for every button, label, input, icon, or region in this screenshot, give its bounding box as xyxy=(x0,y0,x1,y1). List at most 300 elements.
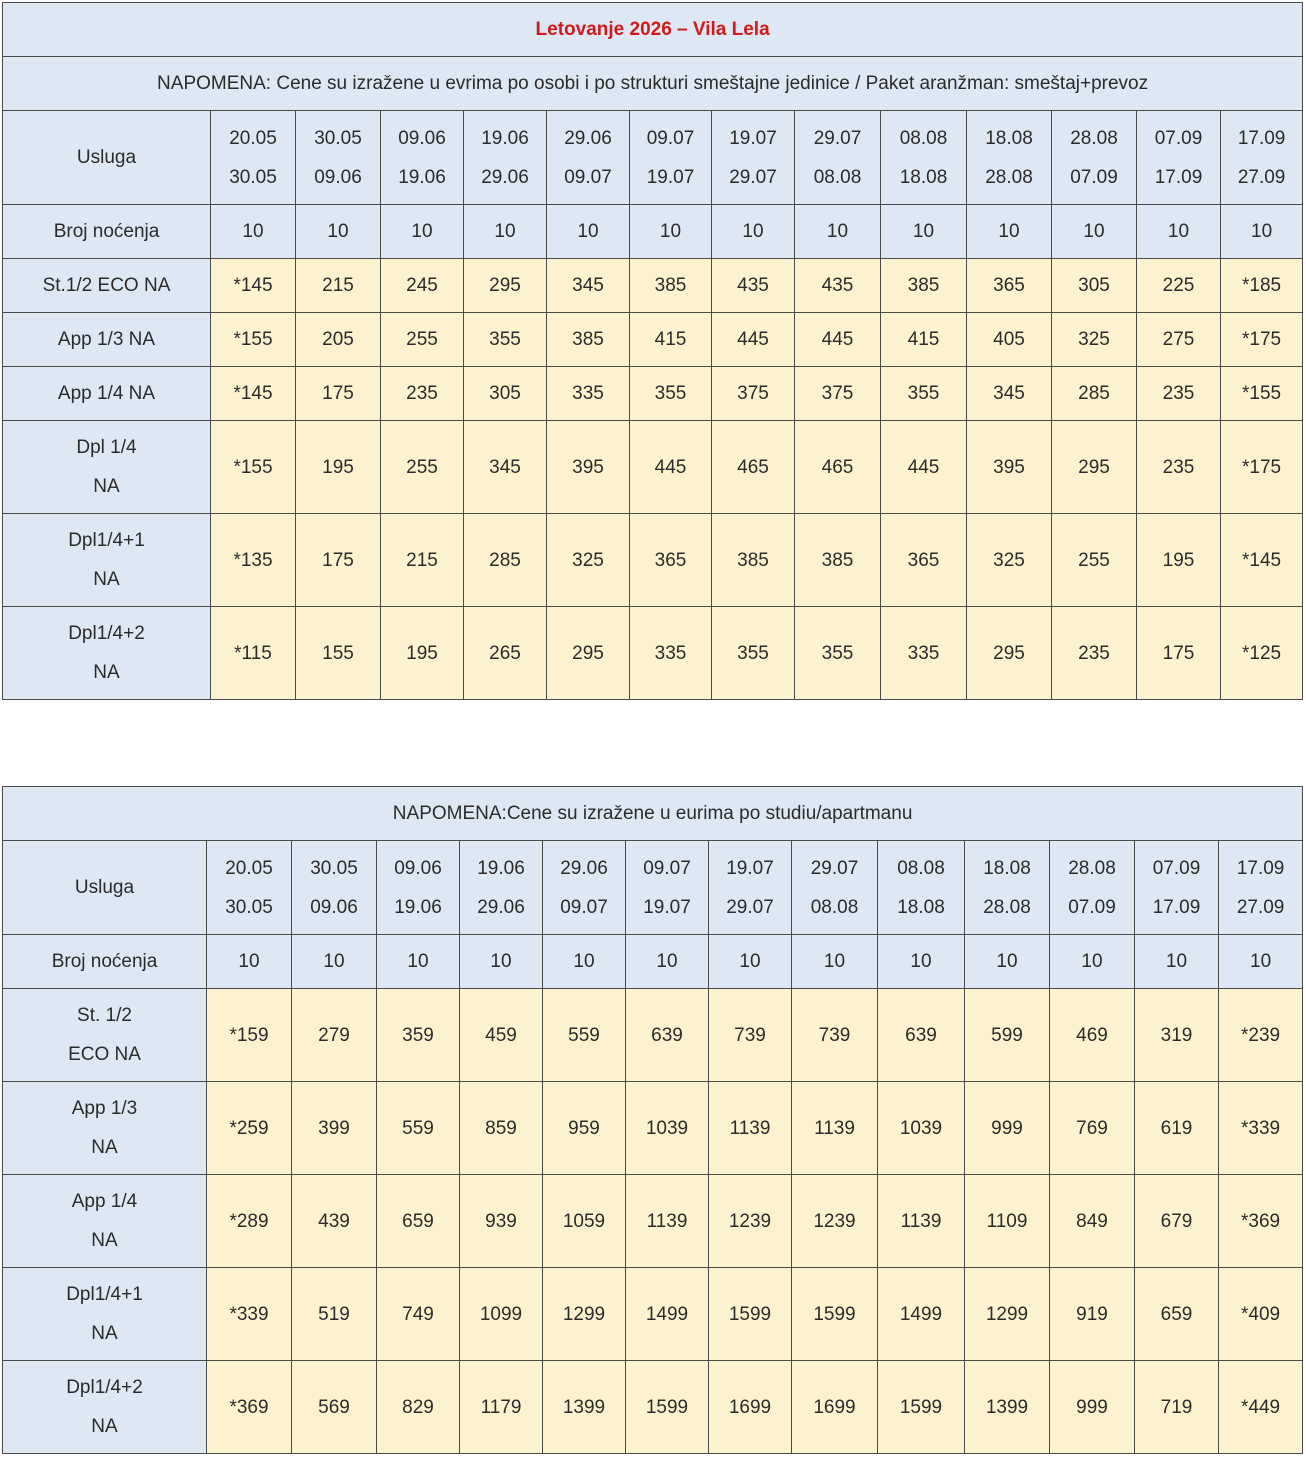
price-cell: 1599 xyxy=(792,1268,878,1361)
price-cell: 195 xyxy=(381,607,464,700)
period-from: 07.09 xyxy=(1154,127,1203,149)
price-cell: *145 xyxy=(211,367,296,421)
period-header xyxy=(878,841,965,935)
nights-value: 10 xyxy=(795,205,881,259)
table-row xyxy=(3,1361,1303,1454)
price-cell: *125 xyxy=(1221,607,1303,700)
nights-value: 10 xyxy=(211,205,296,259)
price-cell: 345 xyxy=(547,259,630,313)
period-from: 30.05 xyxy=(314,127,362,149)
room-type-label-line: NA xyxy=(93,662,120,683)
nights-value: 10 xyxy=(967,205,1052,259)
nights-value: 10 xyxy=(712,205,795,259)
period-from: 17.09 xyxy=(1237,127,1286,149)
period-from: 09.07 xyxy=(646,127,695,149)
price-cell: 255 xyxy=(381,313,464,367)
price-cell: 559 xyxy=(543,989,626,1082)
room-type-label xyxy=(3,607,211,700)
price-cell: 465 xyxy=(795,421,881,514)
price-cell: 1099 xyxy=(460,1268,543,1361)
nights-value: 10 xyxy=(547,205,630,259)
price-cell: 859 xyxy=(460,1082,543,1175)
period-header xyxy=(965,841,1050,935)
period-from: 30.05 xyxy=(310,857,358,879)
period-header xyxy=(1135,841,1219,935)
price-cell: 375 xyxy=(712,367,795,421)
table-row xyxy=(3,259,1303,313)
period-from: 29.06 xyxy=(560,857,608,879)
room-type-label-line: NA xyxy=(93,476,120,497)
period-from: 09.06 xyxy=(398,127,446,149)
room-type-label xyxy=(3,313,211,367)
price-cell: 215 xyxy=(381,514,464,607)
period-to: 19.07 xyxy=(646,166,695,188)
price-cell: 375 xyxy=(795,367,881,421)
price-cell: *135 xyxy=(211,514,296,607)
room-type-label-line: App 1/4 NA xyxy=(57,383,156,404)
price-cell: *259 xyxy=(207,1082,292,1175)
price-cell: 445 xyxy=(712,313,795,367)
price-cell: 325 xyxy=(1052,313,1137,367)
price-cell: 345 xyxy=(967,367,1052,421)
price-cell: 659 xyxy=(1135,1268,1219,1361)
price-cell: 445 xyxy=(795,313,881,367)
nights-value: 10 xyxy=(460,935,543,989)
price-cell: *155 xyxy=(211,313,296,367)
period-from: 20.05 xyxy=(225,857,273,879)
nights-row xyxy=(3,935,1303,989)
price-cell: *409 xyxy=(1219,1268,1303,1361)
period-from: 08.08 xyxy=(899,127,948,149)
period-to: 30.05 xyxy=(229,166,277,188)
price-cell: *115 xyxy=(211,607,296,700)
nights-label: Broj noćenja xyxy=(3,205,211,259)
period-to: 18.08 xyxy=(899,166,948,188)
period-to: 17.09 xyxy=(1152,896,1201,918)
price-cell: 459 xyxy=(460,989,543,1082)
price-cell: 345 xyxy=(464,421,547,514)
price-cell: 395 xyxy=(547,421,630,514)
price-cell: *369 xyxy=(207,1361,292,1454)
nights-value: 10 xyxy=(1135,935,1219,989)
price-cell: 1699 xyxy=(792,1361,878,1454)
price-cell: 659 xyxy=(377,1175,460,1268)
period-to: 19.06 xyxy=(398,166,446,188)
price-cell: 325 xyxy=(547,514,630,607)
price-cell: 1499 xyxy=(626,1268,709,1361)
price-cell: 295 xyxy=(464,259,547,313)
room-type-label-line: Dpl1/4+2 xyxy=(66,1377,143,1398)
table-row xyxy=(3,1082,1303,1175)
period-header xyxy=(211,111,296,205)
price-cell: 275 xyxy=(1137,313,1221,367)
period-header xyxy=(795,111,881,205)
room-type-label xyxy=(3,367,211,421)
price-cell: 295 xyxy=(1052,421,1137,514)
nights-value: 10 xyxy=(1050,935,1135,989)
nights-value: 10 xyxy=(626,935,709,989)
price-cell: 519 xyxy=(292,1268,377,1361)
period-header xyxy=(464,111,547,205)
price-cell: 439 xyxy=(292,1175,377,1268)
price-cell: *155 xyxy=(1221,367,1303,421)
price-cell: 385 xyxy=(795,514,881,607)
price-cell: 415 xyxy=(630,313,712,367)
period-header-row xyxy=(3,841,1303,935)
price-cell: 1139 xyxy=(626,1175,709,1268)
period-to: 19.06 xyxy=(394,896,442,918)
price-cell: 1399 xyxy=(965,1361,1050,1454)
table-note: NAPOMENA: Cene su izražene u evrima po osobi i po strukturi smeštajne jedinice / Paket aranžman: smeštaj+prevoz xyxy=(3,57,1303,111)
price-cell: 999 xyxy=(1050,1361,1135,1454)
table-note: NAPOMENA:Cene su izražene u eurima po studiu/apartmanu xyxy=(3,787,1303,841)
nights-label: Broj noćenja xyxy=(3,935,207,989)
period-header xyxy=(630,111,712,205)
period-to: 07.09 xyxy=(1070,166,1118,188)
price-cell: *449 xyxy=(1219,1361,1303,1454)
price-table-per-person xyxy=(2,2,1303,700)
service-header: Usluga xyxy=(3,111,211,205)
nights-value: 10 xyxy=(1137,205,1221,259)
price-cell: 399 xyxy=(292,1082,377,1175)
room-type-label xyxy=(3,989,207,1082)
period-from: 29.07 xyxy=(813,127,862,149)
price-table-per-unit xyxy=(2,786,1303,1454)
price-cell: *239 xyxy=(1219,989,1303,1082)
price-cell: 385 xyxy=(547,313,630,367)
price-cell: *175 xyxy=(1221,421,1303,514)
nights-value: 10 xyxy=(1052,205,1137,259)
price-cell: 1109 xyxy=(965,1175,1050,1268)
period-to: 27.09 xyxy=(1237,166,1286,188)
price-cell: *339 xyxy=(1219,1082,1303,1175)
price-cell: 749 xyxy=(377,1268,460,1361)
period-from: 28.08 xyxy=(1068,857,1116,879)
price-cell: 1239 xyxy=(792,1175,878,1268)
price-cell: 195 xyxy=(1137,514,1221,607)
room-type-label-line: App 1/3 xyxy=(71,1098,138,1119)
room-type-label-line: NA xyxy=(91,1230,118,1251)
price-cell: 405 xyxy=(967,313,1052,367)
period-header xyxy=(712,111,795,205)
period-to: 07.09 xyxy=(1068,896,1116,918)
room-type-label-line: App 1/3 NA xyxy=(57,329,156,350)
price-cell: 1299 xyxy=(543,1268,626,1361)
price-cell: 559 xyxy=(377,1082,460,1175)
period-header xyxy=(377,841,460,935)
nights-value: 10 xyxy=(543,935,626,989)
room-type-label-line: Dpl 1/4 xyxy=(76,437,137,458)
price-cell: 285 xyxy=(464,514,547,607)
period-header xyxy=(1137,111,1221,205)
price-cell: 285 xyxy=(1052,367,1137,421)
period-header xyxy=(543,841,626,935)
price-cell: 245 xyxy=(381,259,464,313)
price-cell: 335 xyxy=(630,607,712,700)
room-type-label-line: St.1/2 ECO NA xyxy=(42,275,171,296)
room-type-label-line: St. 1/2 xyxy=(77,1005,132,1026)
period-header xyxy=(967,111,1052,205)
period-header xyxy=(1050,841,1135,935)
room-type-label xyxy=(3,1268,207,1361)
price-cell: 355 xyxy=(712,607,795,700)
period-header xyxy=(1221,111,1303,205)
period-from: 07.09 xyxy=(1152,857,1201,879)
period-to: 27.09 xyxy=(1236,896,1285,918)
price-cell: 1039 xyxy=(878,1082,965,1175)
price-cell: 1599 xyxy=(878,1361,965,1454)
period-from: 29.07 xyxy=(810,857,859,879)
price-cell: 325 xyxy=(967,514,1052,607)
price-cell: 319 xyxy=(1135,989,1219,1082)
price-cell: 619 xyxy=(1135,1082,1219,1175)
price-cell: *185 xyxy=(1221,259,1303,313)
price-cell: 639 xyxy=(626,989,709,1082)
period-to: 09.06 xyxy=(310,896,358,918)
table-title: Letovanje 2026 – Vila Lela xyxy=(3,3,1303,57)
nights-row xyxy=(3,205,1303,259)
price-cell: 599 xyxy=(965,989,1050,1082)
price-cell: *289 xyxy=(207,1175,292,1268)
price-cell: *145 xyxy=(1221,514,1303,607)
price-cell: 175 xyxy=(296,514,381,607)
price-cell: 355 xyxy=(881,367,967,421)
table-row xyxy=(3,313,1303,367)
period-header xyxy=(1052,111,1137,205)
period-header xyxy=(296,111,381,205)
price-cell: 999 xyxy=(965,1082,1050,1175)
price-cell: 1299 xyxy=(965,1268,1050,1361)
room-type-label xyxy=(3,1361,207,1454)
price-cell: 1139 xyxy=(878,1175,965,1268)
price-cell: 1139 xyxy=(709,1082,792,1175)
price-cell: 1599 xyxy=(626,1361,709,1454)
price-cell: 1399 xyxy=(543,1361,626,1454)
price-cell: *175 xyxy=(1221,313,1303,367)
period-header xyxy=(381,111,464,205)
price-cell: 359 xyxy=(377,989,460,1082)
price-cell: 415 xyxy=(881,313,967,367)
period-to: 29.07 xyxy=(726,896,774,918)
nights-value: 10 xyxy=(1221,205,1303,259)
price-cell: 435 xyxy=(795,259,881,313)
period-header xyxy=(292,841,377,935)
room-type-label-line: NA xyxy=(91,1416,118,1437)
price-cell: *145 xyxy=(211,259,296,313)
period-to: 29.06 xyxy=(481,166,529,188)
period-from: 09.07 xyxy=(643,857,691,879)
price-cell: 335 xyxy=(881,607,967,700)
period-to: 30.05 xyxy=(225,896,273,918)
price-cell: 195 xyxy=(296,421,381,514)
room-type-label-line: App 1/4 xyxy=(71,1191,138,1212)
table-row xyxy=(3,421,1303,514)
price-cell: 435 xyxy=(712,259,795,313)
nights-value: 10 xyxy=(881,205,967,259)
room-type-label-line: ECO NA xyxy=(68,1044,141,1065)
price-cell: 1059 xyxy=(543,1175,626,1268)
price-cell: 235 xyxy=(1137,421,1221,514)
period-to: 09.07 xyxy=(564,166,612,188)
price-cell: 939 xyxy=(460,1175,543,1268)
price-cell: 849 xyxy=(1050,1175,1135,1268)
price-cell: 295 xyxy=(547,607,630,700)
price-cell: 739 xyxy=(792,989,878,1082)
price-cell: 959 xyxy=(543,1082,626,1175)
period-header xyxy=(207,841,292,935)
price-cell: 235 xyxy=(1052,607,1137,700)
price-cell: 445 xyxy=(630,421,712,514)
period-to: 28.08 xyxy=(983,896,1031,918)
nights-value: 10 xyxy=(878,935,965,989)
price-cell: 385 xyxy=(630,259,712,313)
price-cell: 225 xyxy=(1137,259,1221,313)
period-to: 29.06 xyxy=(477,896,525,918)
period-header-row xyxy=(3,111,1303,205)
nights-value: 10 xyxy=(1219,935,1303,989)
price-cell: 769 xyxy=(1050,1082,1135,1175)
period-to: 29.07 xyxy=(729,166,777,188)
nights-value: 10 xyxy=(965,935,1050,989)
price-cell: 235 xyxy=(1137,367,1221,421)
price-cell: *159 xyxy=(207,989,292,1082)
period-from: 17.09 xyxy=(1236,857,1285,879)
price-cell: 355 xyxy=(795,607,881,700)
price-cell: 829 xyxy=(377,1361,460,1454)
period-from: 19.07 xyxy=(729,127,777,149)
price-cell: 155 xyxy=(296,607,381,700)
price-cell: 919 xyxy=(1050,1268,1135,1361)
table-row xyxy=(3,607,1303,700)
price-cell: 355 xyxy=(630,367,712,421)
price-cell: 305 xyxy=(1052,259,1137,313)
price-cell: 365 xyxy=(881,514,967,607)
period-to: 28.08 xyxy=(985,166,1033,188)
period-from: 09.06 xyxy=(394,857,442,879)
nights-value: 10 xyxy=(381,205,464,259)
table-row xyxy=(3,1175,1303,1268)
price-cell: 1699 xyxy=(709,1361,792,1454)
room-type-label-line: Dpl1/4+1 xyxy=(68,530,145,551)
price-cell: 1179 xyxy=(460,1361,543,1454)
price-cell: 719 xyxy=(1135,1361,1219,1454)
period-header xyxy=(460,841,543,935)
room-type-label xyxy=(3,421,211,514)
period-from: 08.08 xyxy=(897,857,945,879)
nights-value: 10 xyxy=(464,205,547,259)
price-cell: 365 xyxy=(630,514,712,607)
price-cell: 465 xyxy=(712,421,795,514)
price-cell: *369 xyxy=(1219,1175,1303,1268)
room-type-label-line: NA xyxy=(91,1323,118,1344)
period-from: 28.08 xyxy=(1070,127,1118,149)
period-from: 19.07 xyxy=(726,857,774,879)
price-cell: 235 xyxy=(381,367,464,421)
nights-value: 10 xyxy=(292,935,377,989)
service-header: Usluga xyxy=(3,841,207,935)
price-cell: *339 xyxy=(207,1268,292,1361)
nights-value: 10 xyxy=(792,935,878,989)
nights-value: 10 xyxy=(296,205,381,259)
room-type-label xyxy=(3,1175,207,1268)
room-type-label-line: NA xyxy=(91,1137,118,1158)
period-header xyxy=(547,111,630,205)
price-cell: 385 xyxy=(881,259,967,313)
price-cell: 305 xyxy=(464,367,547,421)
price-cell: 395 xyxy=(967,421,1052,514)
period-to: 19.07 xyxy=(643,896,691,918)
price-cell: 469 xyxy=(1050,989,1135,1082)
price-cell: 679 xyxy=(1135,1175,1219,1268)
period-from: 29.06 xyxy=(564,127,612,149)
price-cell: 175 xyxy=(1137,607,1221,700)
price-cell: 1599 xyxy=(709,1268,792,1361)
nights-value: 10 xyxy=(377,935,460,989)
period-header xyxy=(709,841,792,935)
period-from: 18.08 xyxy=(985,127,1033,149)
period-header xyxy=(1219,841,1303,935)
room-type-label xyxy=(3,514,211,607)
price-cell: 205 xyxy=(296,313,381,367)
period-to: 09.07 xyxy=(560,896,608,918)
price-cell: 639 xyxy=(878,989,965,1082)
price-cell: 355 xyxy=(464,313,547,367)
price-cell: 385 xyxy=(712,514,795,607)
price-cell: 255 xyxy=(1052,514,1137,607)
room-type-label-line: NA xyxy=(93,569,120,590)
period-to: 09.06 xyxy=(314,166,362,188)
price-cell: 335 xyxy=(547,367,630,421)
period-to: 08.08 xyxy=(810,896,859,918)
price-cell: 1139 xyxy=(792,1082,878,1175)
table-row xyxy=(3,367,1303,421)
price-cell: 1039 xyxy=(626,1082,709,1175)
room-type-label-line: Dpl1/4+1 xyxy=(66,1284,143,1305)
period-from: 18.08 xyxy=(983,857,1031,879)
price-cell: 1239 xyxy=(709,1175,792,1268)
nights-value: 10 xyxy=(709,935,792,989)
nights-value: 10 xyxy=(630,205,712,259)
period-header xyxy=(626,841,709,935)
price-cell: 445 xyxy=(881,421,967,514)
period-header xyxy=(792,841,878,935)
price-cell: 265 xyxy=(464,607,547,700)
period-to: 18.08 xyxy=(897,896,945,918)
table-row xyxy=(3,514,1303,607)
price-cell: *155 xyxy=(211,421,296,514)
table-row xyxy=(3,1268,1303,1361)
period-from: 20.05 xyxy=(229,127,277,149)
price-cell: 215 xyxy=(296,259,381,313)
period-from: 19.06 xyxy=(481,127,529,149)
price-cell: 279 xyxy=(292,989,377,1082)
period-from: 19.06 xyxy=(477,857,525,879)
price-cell: 1499 xyxy=(878,1268,965,1361)
price-cell: 175 xyxy=(296,367,381,421)
price-cell: 569 xyxy=(292,1361,377,1454)
price-cell: 295 xyxy=(967,607,1052,700)
room-type-label xyxy=(3,1082,207,1175)
price-cell: 739 xyxy=(709,989,792,1082)
table-row xyxy=(3,989,1303,1082)
period-to: 08.08 xyxy=(813,166,862,188)
price-cell: 255 xyxy=(381,421,464,514)
period-header xyxy=(881,111,967,205)
nights-value: 10 xyxy=(207,935,292,989)
room-type-label-line: Dpl1/4+2 xyxy=(68,623,145,644)
price-cell: 365 xyxy=(967,259,1052,313)
room-type-label xyxy=(3,259,211,313)
